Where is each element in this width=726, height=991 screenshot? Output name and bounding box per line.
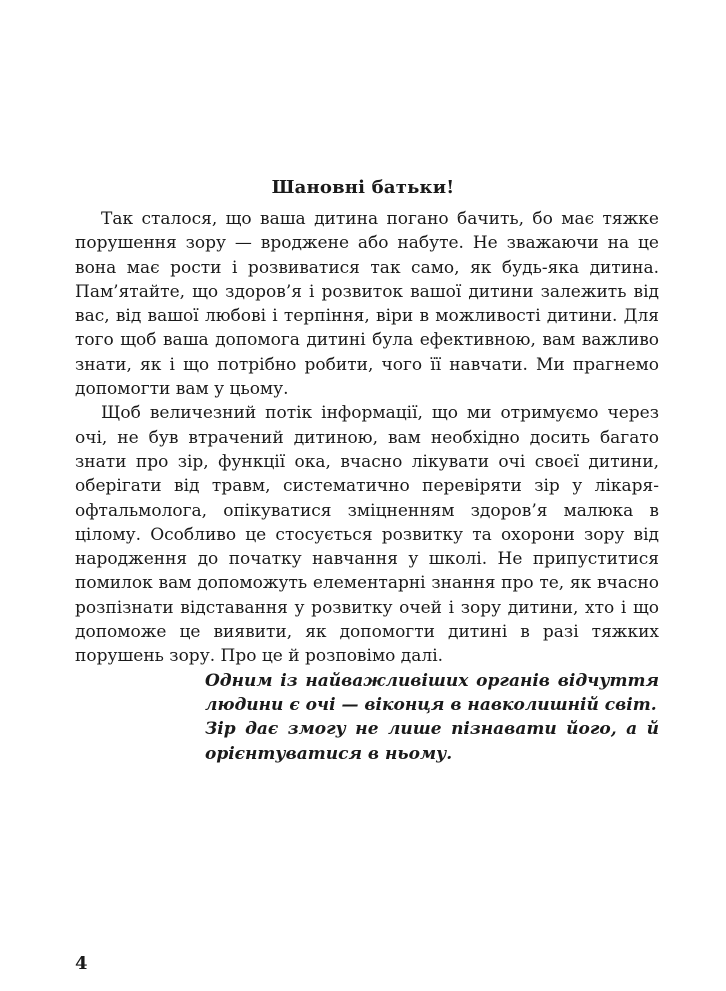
page-title: Шановні батьки!: [271, 177, 455, 198]
body-text: [75, 207, 659, 766]
page-number: 4: [75, 953, 88, 974]
quote-vision-orientation: Зір дає змогу не лише пізнавати його, а й орієнтуватися в ньому.: [205, 719, 659, 764]
quote-eyes-organ: Одним із найважливіших органів відчуття людини є очі — віконця в навколишній світ.: [205, 670, 659, 715]
paragraph-vision-info: Щоб величезний потік інформації, що ми отримуємо через очі, не був втрачений дитиною, вам необхідно досить багато знати про зір, функції ока, вчасно лікувати очі своєї дитини, оберігати від травм, систематично перевіряти зір у лікаря-офтальмолога, опікуватися зміцненням здоров’я малюка в цілому. Особливо це стосується розвитку та охорони зору від народження до початку навчання у школі. Не припуститися помилок вам допоможуть елементарні знання про те, як вчасно розпізнати відставання у розвитку очей і зору дитини, хто і що допоможе це виявити, як допомогти дитині в разі тяжких порушень зору. Про це й розповімо далі.: [75, 403, 659, 667]
paragraph-intro: Так сталося, що ваша дитина погано бачить, бо має тяжке порушення зору — вроджене або набуте. Не зважаючи на це вона має рости і розвиватися так само, як будь-яка дитина. Пам’ятайте, що здоров’я і розвиток вашої дитини залежить від вас, від вашої любові і терпіння, віри в можливості дитини. Для того щоб ваша допомога дитині була ефективною, вам важливо знати, як і що потрібно робити, чого її навчати. Ми прагнемо допомогти вам у цьому.: [75, 209, 659, 400]
